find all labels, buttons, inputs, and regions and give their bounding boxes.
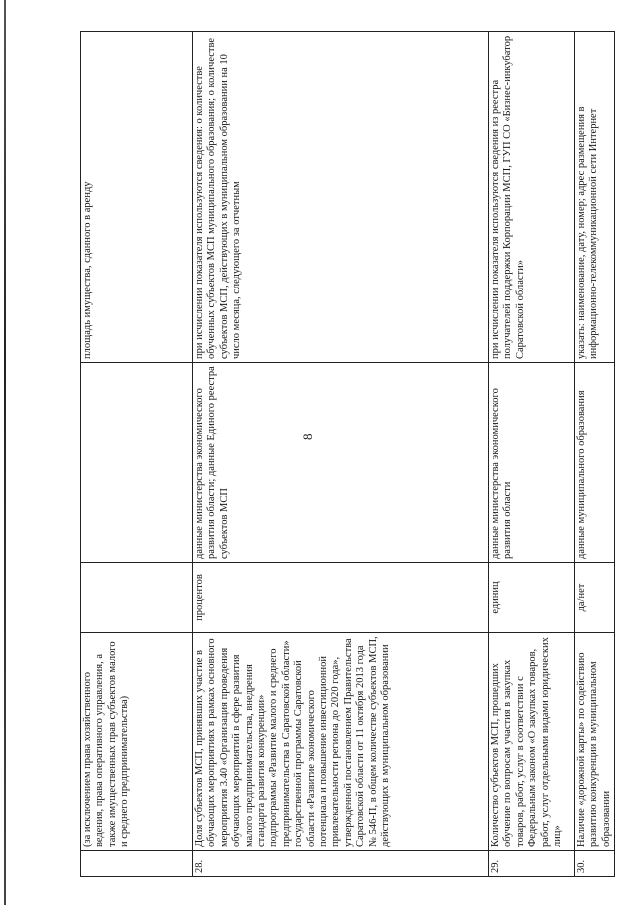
table-row-30 [575, 32, 615, 877]
unit-cell: процентов [193, 563, 489, 633]
indicators-table [80, 31, 615, 877]
table-row-29 [489, 32, 575, 877]
unit-cell [81, 563, 193, 633]
source-cell: данные муниципального образования [575, 363, 615, 563]
unit-cell: единиц [489, 563, 575, 633]
note-cell: при исчислении показателя используются сведения: о количестве обученных субъектов МСП муниципального образования; о количестве субъектов МСП, действующих в муниципальном образовании на 10 число месяца, следующего за отчетным [193, 32, 489, 363]
rotated-page [80, 32, 610, 877]
row-number: 29. [489, 851, 575, 877]
indicator-cell: Доля субъектов МСП, принявших участие в обучающих мероприятиях в рамках основного мероприятия 3.40 «Организация проведения обучающих мероприятий в сфере развития малого предпринимательства, внедрения стандарта развития конкуренции» подпрограммы «Развитие малого и среднего предпринимательства в Саратовской области» государственной программы Саратовской области «Развитие экономического потенциала и повышение инвестиционной привлекательности региона до 2020 года», утвержденной постановлением Правительства Саратовской области от 11 октября 2013 года № 546-П, в общем количестве субъектов МСП, действующих в муниципальном образовании [193, 633, 489, 851]
unit-cell: да/нет [575, 563, 615, 633]
note-cell: площадь имущества, сданного в аренду [81, 32, 193, 363]
row-number [81, 851, 193, 877]
scan-edge [4, 0, 6, 905]
table-row-continuation [81, 32, 193, 877]
note-cell: указать: наименование, дату, номер; адрес размещения в информационно-телекоммуникационной сети Интернет [575, 32, 615, 363]
indicator-cell: Количество субъектов МСП, прошедших обучение по вопросам участия в закупках товаров, работ, услуг в соответствии с Федеральным законом «О закупках товаров, работ, услуг отдельными видами юридических лиц» [489, 633, 575, 851]
source-cell: данные министерства экономического развития области [489, 363, 575, 563]
indicator-cell: Наличие «дорожной карты» по содействию развитию конкуренции в муниципальном образовании [575, 633, 615, 851]
row-number: 28. [193, 851, 489, 877]
source-cell: данные министерства экономического развития области; данные Единого реестра субъектов МСП [193, 363, 489, 563]
source-cell [81, 363, 193, 563]
note-cell: при исчислении показателя используются сведения из реестра получателей поддержки Корпорации МСП, ГУП СО «Бизнес-инкубатор Саратовской области» [489, 32, 575, 363]
table-row-28 [193, 32, 489, 877]
row-number: 30. [575, 851, 615, 877]
indicator-cell: (за исключением права хозяйственного ведения, права оперативного управления, а также имущественных прав субъектов малого и среднего предпринимательства) [81, 633, 193, 851]
page-number: 8 [300, 433, 315, 440]
